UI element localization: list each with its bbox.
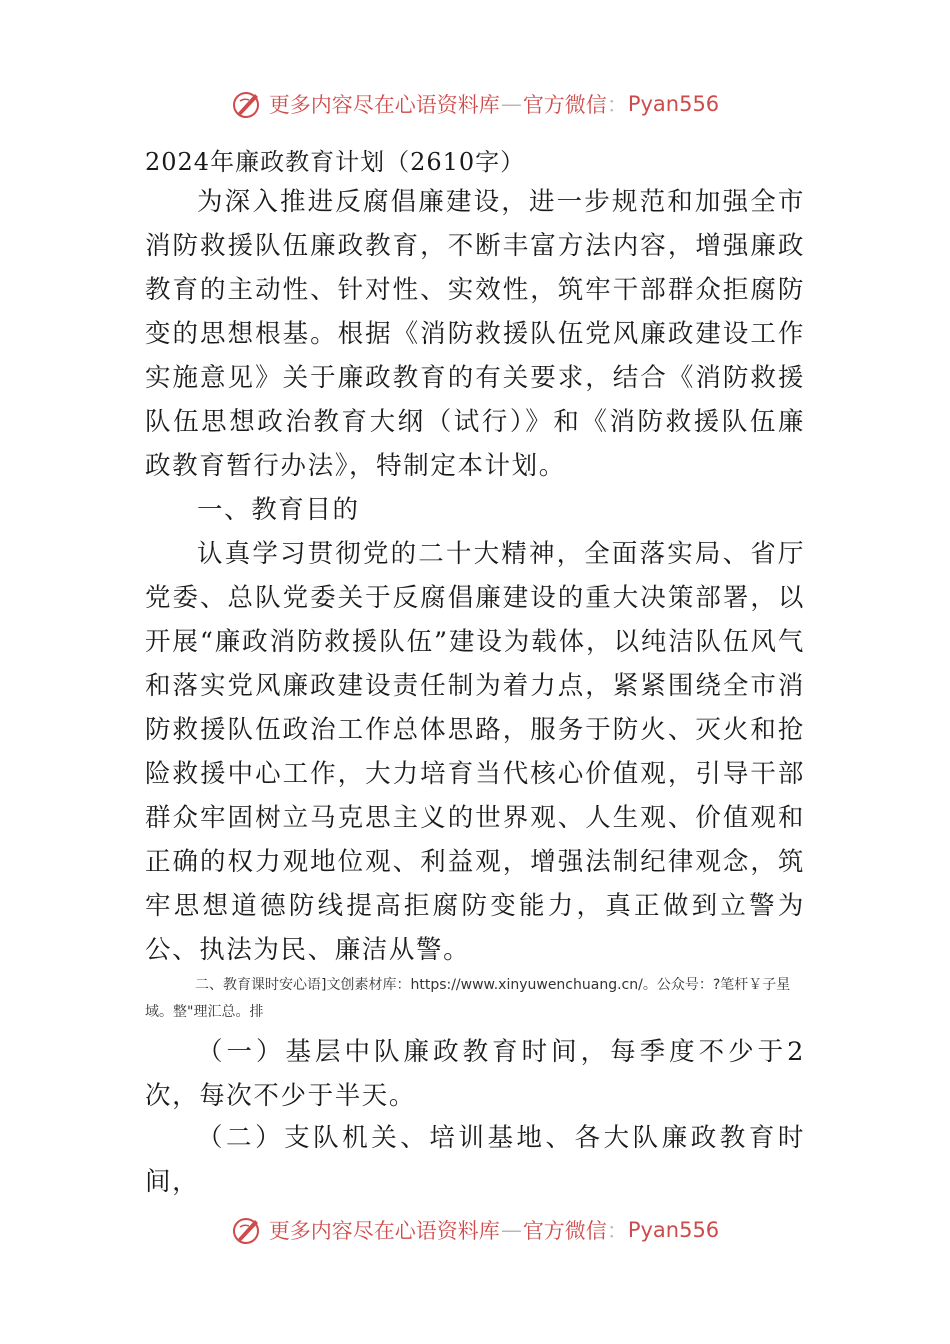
banner-official: 官方微信 [522, 1219, 607, 1243]
document-title: 2024年廉政教育计划（2610字） [145, 148, 526, 176]
header-banner [0, 84, 950, 124]
section-heading-purpose: 一、教育目的 [197, 495, 360, 525]
banner-official: 官方微信 [522, 93, 607, 117]
banner-handle: Pyan556 [627, 92, 720, 116]
intro-paragraph: 为深入推进反腐倡廉建设，进一步规范和加强全市消防救援队伍廉政教育，不断丰富方法内容，增强廉政教育的主动性、针对性、实效性，筑牢干部群众拒腐防变的思想根基。根据《消防救援队伍党风廉政建设工作实施意见》关于廉政教育的有关要求，结合《消防救援队伍思想政治教育大纲（试行）》和《消防救援队伍廉政教育暂行办法》，特制定本计划。 [145, 187, 805, 481]
banner-separator: ： [606, 93, 628, 117]
banner-text: 更多内容尽在心语资料库 [268, 93, 500, 117]
banner-text: 更多内容尽在心语资料库 [268, 1219, 500, 1243]
purpose-paragraph: 认真学习贯彻党的二十大精神，全面落实局、省厅党委、总队党委关于反腐倡廉建设的重大决策部署，以开展“廉政消防救援队伍”建设为载体，以纯洁队伍风气和落实党风廉政建设责任制为着力点，紧紧围绕全市消防救援队伍政治工作总体思路，服务于防火、灭火和抢险救援中心工作，大力培育当代核心价值观，引导干部群众牢固树立马克思主义的世界观、人生观、价值观和正确的权力观地位观、利益观，增强法制纪律观念，筑牢思想道德防线提高拒腐防变能力，真正做到立警为公、执法为民、廉洁从警。 [145, 539, 805, 965]
banner-handle: Pyan556 [627, 1218, 720, 1242]
banner-separator: ： [606, 1219, 628, 1243]
footer-banner [0, 1210, 950, 1250]
hours-item-2: （二）支队机关、培训基地、各大队廉政教育时间， [145, 1123, 805, 1197]
banner-dash: — [500, 1218, 522, 1242]
banner-dash: — [500, 92, 522, 116]
quill-logo-icon [231, 88, 263, 120]
quill-logo-icon [231, 1214, 263, 1246]
hours-item-1: （一）基层中队廉政教育时间，每季度不少于2次，每次不少于半天。 [145, 1037, 805, 1111]
section-heading-hours: 二、教育课时安心语]文创素材库：https://www.xinyuwenchuang.cn/。公众号：?笔杆￥子星域。整"理汇总。排 [145, 977, 791, 1020]
